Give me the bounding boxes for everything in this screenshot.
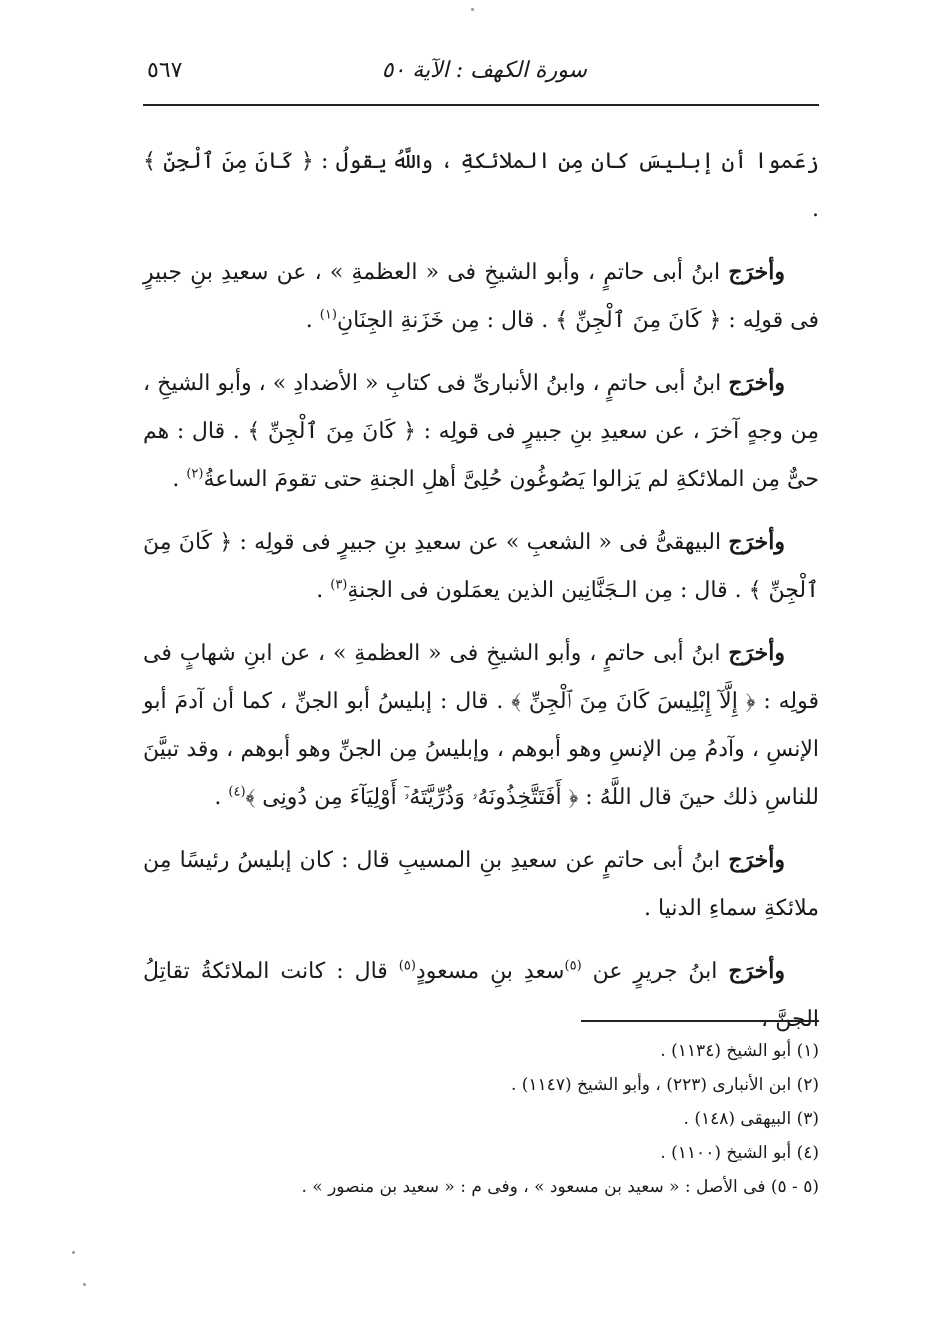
paragraph-tail: . xyxy=(172,467,187,492)
paragraph-lead: وأخرَج xyxy=(728,640,786,666)
page-number: ٥٦٧ xyxy=(147,58,183,83)
paragraph-5 xyxy=(143,629,819,822)
footnote-ref: (٤) xyxy=(228,784,246,800)
footnote-ref: (١) xyxy=(319,307,337,323)
paragraph-6 xyxy=(143,836,819,933)
footnote-ref: (٥) xyxy=(398,958,416,974)
scan-speck xyxy=(471,8,474,11)
footnote-ref: (٢) xyxy=(186,466,204,482)
paragraph-tail: . xyxy=(316,578,331,603)
paragraph-text: ابنُ أبى حاتمٍ ، وابنُ الأنبارىِّ فى كتابِ « الأضدادِ » ، وأبو الشيخِ ، مِن وجهٍ آخرَ ، عن سعيدِ بنِ جبيرٍ فى قولِه : ﴿ كَانَ مِنَ ٱلْجِنِّ ﴾ . قال : هم حىٌّ مِن الملائكةِ لم يَزالوا يَصُوغُون حُلِىَّ أهلِ الجنةِ حتى تقومَ الساعةُ xyxy=(143,371,819,492)
paragraph-3 xyxy=(143,359,819,504)
paragraph-tail: . xyxy=(305,308,320,333)
footnote-ref: (٥) xyxy=(564,958,582,974)
paragraph-lead: وأخرَج xyxy=(728,529,785,555)
footnote-ref: (٣) xyxy=(330,577,348,593)
footnotes xyxy=(143,1034,819,1204)
paragraph-text: ابنُ أبى حاتمٍ ، وأبو الشيخِ فى « العظمةِ » ، عن سعيدِ بنِ جبيرٍ فى قولِه : ﴿ كَانَ مِنَ ٱلْجِنِّ ﴾ . قال : مِن خَزَنةِ الجِنَانِ xyxy=(143,260,819,333)
footnote-3: (٣) البيهقى (١٤٨) . xyxy=(683,1109,819,1129)
paragraph-lead: وأخرَج xyxy=(728,370,785,396)
footnote-2: (٢) ابن الأنبارى (٢٢٣) ، وأبو الشيخ (١١٤٧) . xyxy=(510,1075,819,1095)
paragraph-text: زعَموا أن إبليسَ كان مِن الملائكةِ ، واللَّهُ يقولُ : ﴿ كَانَ مِنَ ٱلْجِنِّ ﴾ . xyxy=(143,149,819,222)
paragraph-text: البيهقىُّ فى « الشعبِ » عن سعيدِ بنِ جبيرٍ فى قولِه : ﴿ كَانَ مِنَ ٱلْجِنِّ ﴾ . قال : مِن الـجَنَّانِين الذين يعمَلون فى الجنةِ xyxy=(143,530,819,603)
scan-speck xyxy=(72,1251,75,1254)
scan-speck xyxy=(83,1283,86,1286)
paragraph-lead: وأخرَج xyxy=(728,259,785,285)
main-text xyxy=(143,138,819,1058)
header-divider xyxy=(143,104,819,106)
paragraph-text: ابنُ أبى حاتمٍ ، وأبو الشيخِ فى « العظمةِ » ، عن ابنِ شهابٍ فى قولِه : ﴿ إِلَّآ إِبْلِيسَ كَانَ مِنَ ٱلْجِنِّ ﴾ . قال : إبليسُ أبو الجنِّ ، كما أن آدمَ أبو الإنسِ ، وآدمُ مِن الإنسِ وهو أبوهم ، وإبليسُ مِن الجنِّ وهو أبوهم ، وقد تبيَّنَ للناسِ ذلك حينَ قال اللَّهُ : ﴿ أَفَتَتَّخِذُونَهُۥ وَذُرِّيَّتَهُۥٓ أَوْلِيَآءَ مِن دُونِى ﴾ xyxy=(143,641,819,810)
paragraph-text: ابنُ جريرٍ عن xyxy=(581,959,729,984)
paragraph-7 xyxy=(143,947,819,1044)
footnote-1: (١) أبو الشيخ (١١٣٤) . xyxy=(660,1041,819,1061)
paragraph-4 xyxy=(143,518,819,615)
paragraph-1 xyxy=(143,138,819,234)
paragraph-text: سعدِ بنِ مسعودٍ xyxy=(415,959,565,984)
paragraph-lead: وأخرَج xyxy=(728,958,786,984)
paragraph-text: ابنُ أبى حاتمٍ عن سعيدِ بنِ المسيبِ قال : كان إبليسُ رئيسًا مِن ملائكةِ سماءِ الدنيا . xyxy=(143,848,819,921)
footnote-divider xyxy=(581,1020,819,1022)
footnote-4: (٤) أبو الشيخ (١١٠٠) . xyxy=(660,1143,819,1163)
paragraph-2 xyxy=(143,248,819,345)
footnote-5: (٥ - ٥) فى الأصل : « سعيد بن مسعود » ، وفى م : « سعيد بن منصور » . xyxy=(301,1177,819,1197)
page-header xyxy=(143,56,819,96)
paragraph-tail: . xyxy=(214,785,229,810)
paragraph-lead: وأخرَج xyxy=(728,847,785,873)
paragraph-tail: قال : كانت الملائكةُ تقاتِلُ الجنَّ ، xyxy=(143,959,819,1032)
running-title: سورة الكهف : الآية ٥٠ xyxy=(381,58,587,83)
